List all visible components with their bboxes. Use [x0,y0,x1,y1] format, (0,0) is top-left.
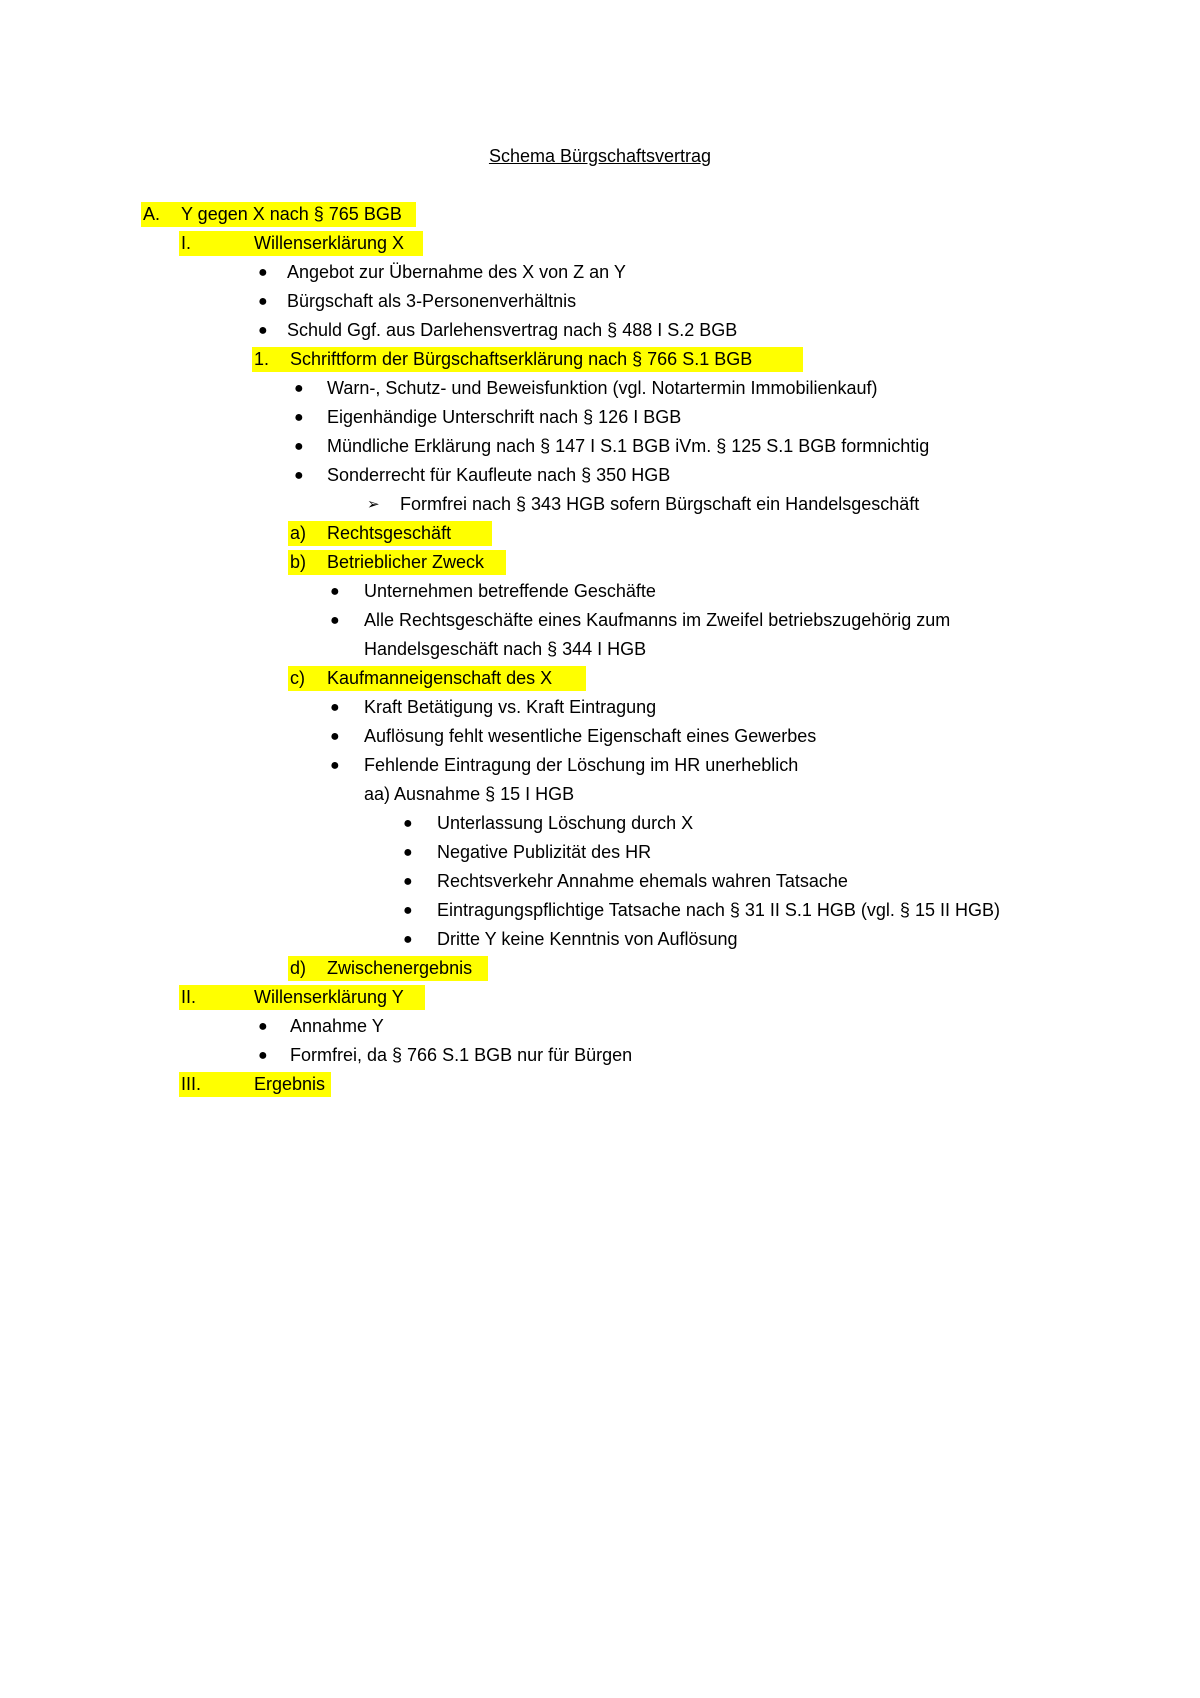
bullet-icon: ● [403,902,413,919]
list-item: Dritte Y keine Kenntnis von Auflösung [437,929,738,949]
list-item: Eigenhändige Unterschrift nach § 126 I BGB [327,407,682,427]
heading-c-text: Kaufmanneigenschaft des X [327,668,553,688]
list-item-continuation: Handelsgeschäft nach § 344 I HGB [364,639,647,659]
heading-III-text: Ergebnis [254,1074,326,1094]
bullet-icon: ● [258,264,268,281]
heading-c-marker: c) [290,668,305,688]
heading-1-text: Schriftform der Bürgschaftserklärung nach § 766 S.1 BGB [290,349,753,369]
heading-II-marker: II. [181,987,197,1007]
list-item: Negative Publizität des HR [437,842,652,862]
list-item: Fehlende Eintragung der Löschung im HR unerheblich [364,755,799,775]
list-item: Eintragungspflichtige Tatsache nach § 31 II S.1 HGB (vgl. § 15 II HGB) [437,900,1000,920]
list-item: Annahme Y [290,1016,384,1036]
heading-I-text: Willenserklärung X [254,233,405,253]
bullet-icon: ● [403,873,413,890]
list-item: Angebot zur Übernahme des X von Z an Y [287,262,626,282]
bullet-icon: ● [294,409,304,426]
bullet-icon: ● [294,438,304,455]
bullet-icon: ● [258,1047,268,1064]
bullet-icon: ● [403,931,413,948]
bullet-icon: ● [294,380,304,397]
list-item: Bürgschaft als 3-Personenverhältnis [287,291,577,311]
heading-d-text: Zwischenergebnis [327,958,473,978]
heading-I-marker: I. [181,233,192,253]
heading-b-marker: b) [290,552,307,572]
list-item: Mündliche Erklärung nach § 147 I S.1 BGB iVm. § 125 S.1 BGB formnichtig [327,436,930,456]
bullet-icon: ● [330,757,340,774]
document-title [0,144,1200,168]
heading-II-text: Willenserklärung Y [254,987,404,1007]
bullet-icon: ● [403,815,413,832]
heading-b-text: Betrieblicher Zweck [327,552,485,572]
document-title-text: Schema Bürgschaftsvertrag [488,146,712,166]
list-item: Formfrei, da § 766 S.1 BGB nur für Bürgen [290,1045,633,1065]
bullet-icon: ● [330,699,340,716]
list-item: Kraft Betätigung vs. Kraft Eintragung [364,697,657,717]
arrow-bullet-icon: ➢ [367,496,380,513]
bullet-icon: ● [294,467,304,484]
bullet-icon: ● [330,612,340,629]
heading-a-text: Rechtsgeschäft [327,523,452,543]
bullet-icon: ● [258,322,268,339]
list-item: Sonderrecht für Kaufleute nach § 350 HGB [327,465,671,485]
list-item: Rechtsverkehr Annahme ehemals wahren Tatsache [437,871,848,891]
heading-A-text: Y gegen X nach § 765 BGB [181,204,402,224]
heading-d-marker: d) [290,958,307,978]
list-item: Unternehmen betreffende Geschäfte [364,581,656,601]
bullet-icon: ● [330,583,340,600]
heading-a-marker: a) [290,523,307,543]
subheading-aa: aa) Ausnahme § 15 I HGB [364,784,575,804]
bullet-icon: ● [330,728,340,745]
list-item: Unterlassung Löschung durch X [437,813,694,833]
heading-A-marker: A. [143,204,161,224]
heading-1-marker: 1. [254,349,270,369]
list-item: Auflösung fehlt wesentliche Eigenschaft eines Gewerbes [364,726,817,746]
bullet-icon: ● [258,293,268,310]
list-item: Warn-, Schutz- und Beweisfunktion (vgl. Notartermin Immobilienkauf) [327,378,878,398]
list-item: Formfrei nach § 343 HGB sofern Bürgschaft ein Handelsgeschäft [400,494,920,514]
list-item: Alle Rechtsgeschäfte eines Kaufmanns im Zweifel betriebszugehörig zum [364,610,951,630]
list-item: Schuld Ggf. aus Darlehensvertrag nach § 488 I S.2 BGB [287,320,738,340]
bullet-icon: ● [258,1018,268,1035]
bullet-icon: ● [403,844,413,861]
heading-III-marker: III. [181,1074,202,1094]
